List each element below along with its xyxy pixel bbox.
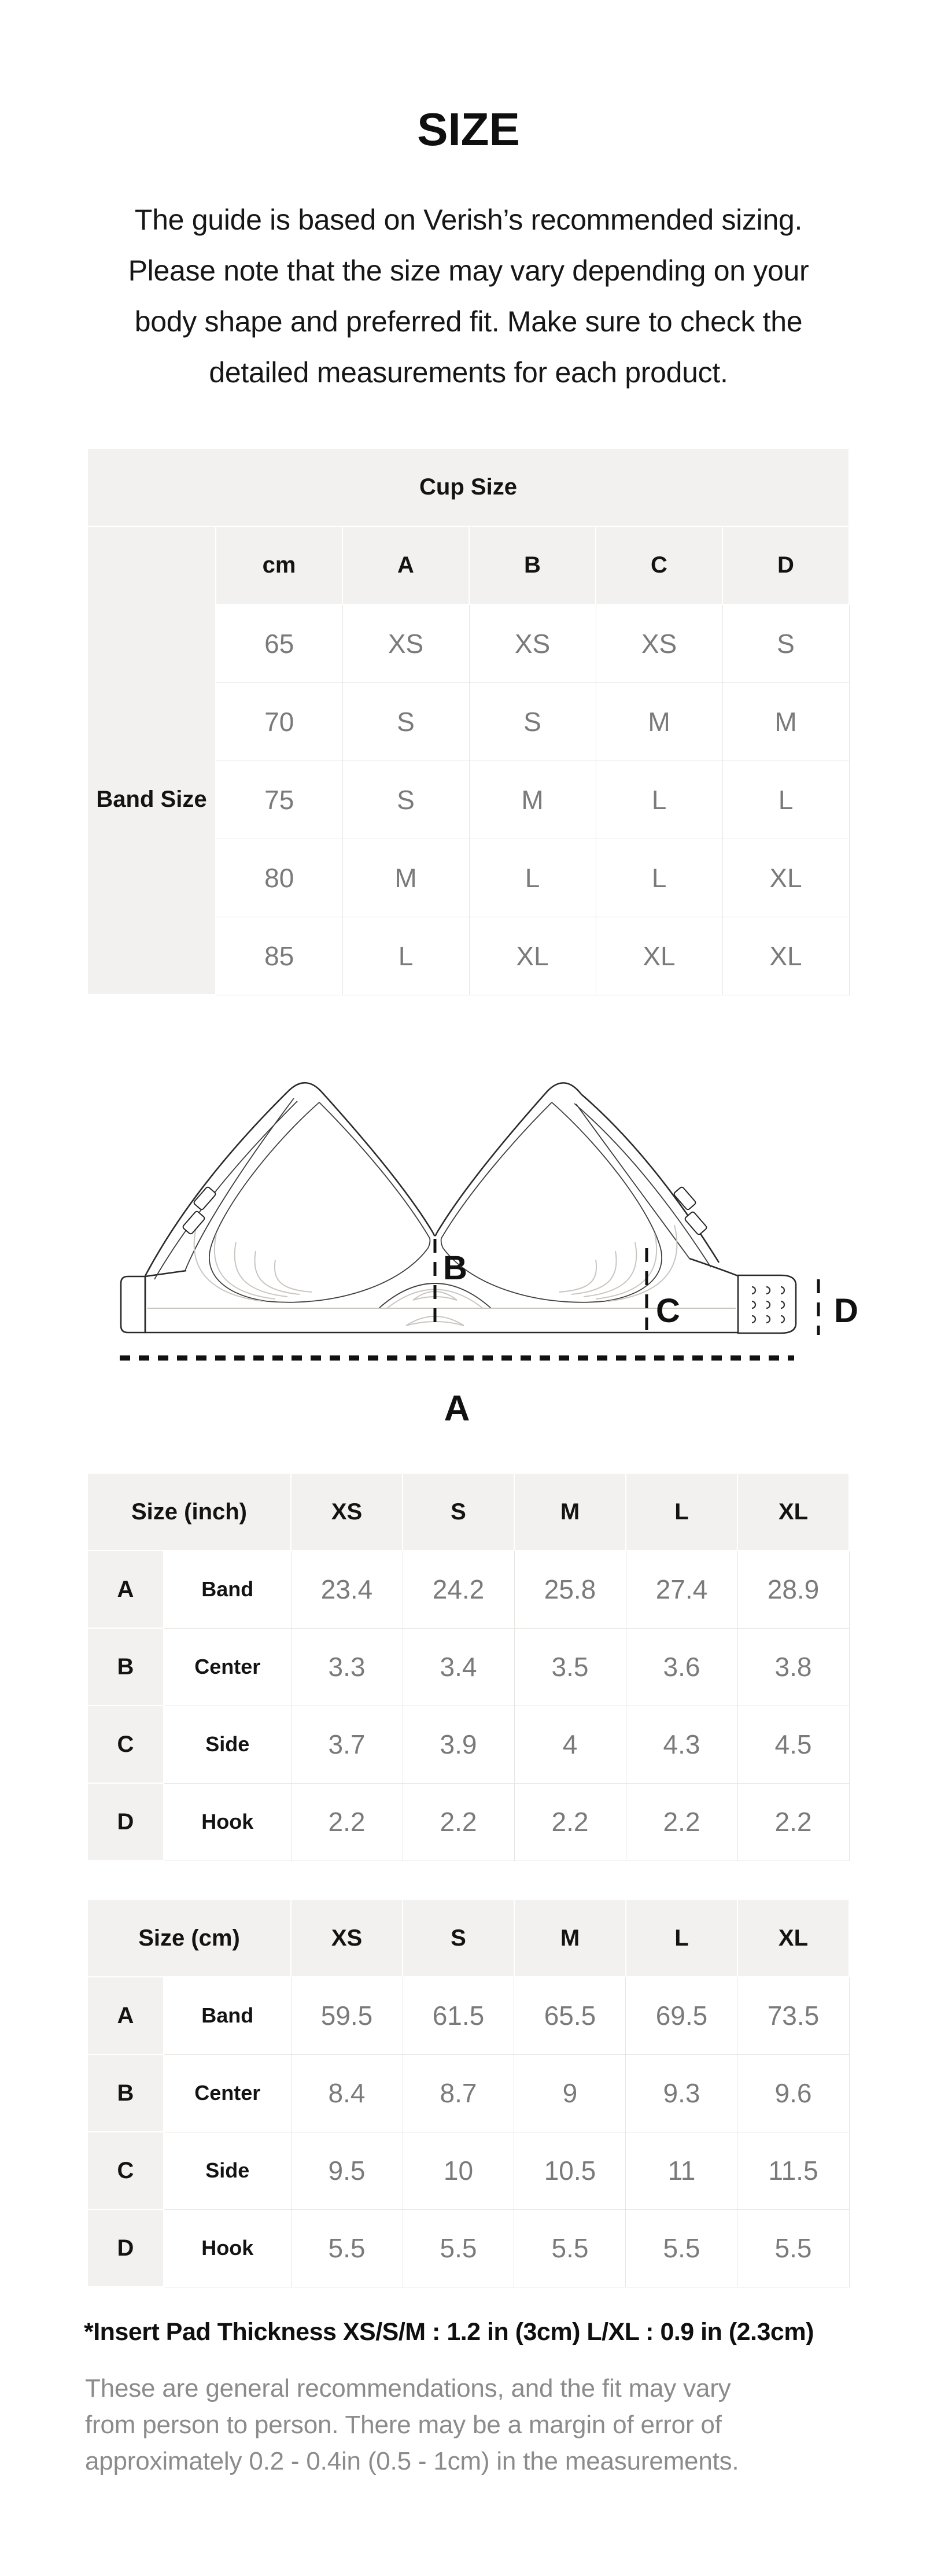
table-row xyxy=(87,2209,849,2287)
band-size-label-text: Band Size xyxy=(96,787,207,812)
table-row xyxy=(87,1473,849,1551)
intro-line: body shape and preferred fit. Make sure to check the xyxy=(134,305,803,338)
column-header-xl: XL xyxy=(737,1899,849,1977)
value-cell: 59.5 xyxy=(291,1977,403,2054)
left-cup-seam xyxy=(209,1102,430,1302)
table-row xyxy=(87,448,849,526)
value-cell: 3.6 xyxy=(626,1628,737,1706)
band-value: 80 xyxy=(216,839,342,917)
row-label: Hook xyxy=(164,1783,291,1861)
value-cell: 11.5 xyxy=(737,2132,849,2209)
strap-adjuster xyxy=(193,1186,216,1211)
row-letter: A xyxy=(87,1977,164,2054)
value-cell: 11 xyxy=(626,2132,737,2209)
table-row xyxy=(87,526,849,604)
bra-outline xyxy=(121,1083,796,1333)
value-cell: 3.8 xyxy=(737,1628,849,1706)
size-cell: M xyxy=(469,761,596,839)
value-cell: 5.5 xyxy=(403,2209,514,2287)
size-cell: XL xyxy=(722,917,849,995)
table-row xyxy=(87,1783,849,1861)
value-cell: 3.7 xyxy=(291,1706,403,1783)
hook-panel xyxy=(738,1275,796,1333)
right-cup-edge xyxy=(437,1091,548,1233)
row-letter: B xyxy=(87,1628,164,1706)
label-a: A xyxy=(444,1389,470,1429)
intro-line: The guide is based on Verish’s recommended sizing. xyxy=(134,204,803,236)
disclaimer-line: These are general recommendations, and the fit may vary xyxy=(85,2374,731,2402)
size-cell: L xyxy=(722,761,849,839)
bra-illustration xyxy=(81,1076,879,1434)
size-cell: XL xyxy=(596,917,722,995)
size-cell: M xyxy=(722,682,849,761)
value-cell: 28.9 xyxy=(737,1551,849,1628)
row-letter: A xyxy=(87,1551,164,1628)
column-header-m: M xyxy=(514,1473,626,1551)
row-letter: D xyxy=(87,2209,164,2287)
value-cell: 9.5 xyxy=(291,2132,403,2209)
column-header-xl: XL xyxy=(737,1473,849,1551)
cup-size-table xyxy=(87,448,850,995)
value-cell: 9 xyxy=(514,2054,626,2132)
value-cell: 24.2 xyxy=(403,1551,514,1628)
row-letter: C xyxy=(87,2132,164,2209)
value-cell: 3.9 xyxy=(403,1706,514,1783)
size-inch-table xyxy=(87,1472,850,1861)
column-header-cm: cm xyxy=(216,526,342,604)
row-letter: C xyxy=(87,1706,164,1783)
value-cell: 61.5 xyxy=(403,1977,514,2054)
strap-adjusters xyxy=(182,1186,707,1235)
label-b: B xyxy=(443,1249,467,1287)
value-cell: 8.4 xyxy=(291,2054,403,2132)
size-cell: S xyxy=(342,682,469,761)
size-cm-table xyxy=(87,1899,850,2287)
table-row xyxy=(87,2054,849,2132)
strap-adjuster xyxy=(673,1186,696,1211)
right-strap xyxy=(581,1094,719,1263)
table-row xyxy=(87,1628,849,1706)
size-cell: XL xyxy=(722,839,849,917)
column-header-xs: XS xyxy=(291,1473,403,1551)
value-cell: 5.5 xyxy=(737,2209,849,2287)
left-cup-edge xyxy=(322,1093,433,1233)
value-cell: 3.4 xyxy=(403,1628,514,1706)
row-letter: B xyxy=(87,2054,164,2132)
row-label: Side xyxy=(164,1706,291,1783)
band-value: 70 xyxy=(216,682,342,761)
band-value: 75 xyxy=(216,761,342,839)
size-cell: L xyxy=(596,761,722,839)
column-header-s: S xyxy=(403,1899,514,1977)
column-header-cup-d: D xyxy=(722,526,849,604)
value-cell: 10.5 xyxy=(514,2132,626,2209)
intro-text xyxy=(0,194,937,398)
band-value: 85 xyxy=(216,917,342,995)
value-cell: 10 xyxy=(403,2132,514,2209)
column-header-m: M xyxy=(514,1899,626,1977)
value-cell: 23.4 xyxy=(291,1551,403,1628)
value-cell: 8.7 xyxy=(403,2054,514,2132)
value-cell: 5.5 xyxy=(514,2209,626,2287)
band-size-axis-label xyxy=(87,526,216,995)
table-row xyxy=(87,1977,849,2054)
column-header-xs: XS xyxy=(291,1899,403,1977)
bra-measurement-diagram xyxy=(81,1076,879,1434)
left-strap xyxy=(145,1091,289,1276)
value-cell: 25.8 xyxy=(514,1551,626,1628)
bra-seams xyxy=(154,1098,711,1308)
band-value: 65 xyxy=(216,604,342,682)
row-letter: D xyxy=(87,1783,164,1861)
label-c: C xyxy=(656,1292,680,1330)
disclaimer-line: from person to person. There may be a margin of error of xyxy=(85,2411,722,2439)
size-cell: XL xyxy=(469,917,596,995)
row-label: Band xyxy=(164,1551,291,1628)
table-row xyxy=(87,1899,849,1977)
band-left-tab xyxy=(121,1276,145,1333)
column-header-l: L xyxy=(626,1899,737,1977)
size-cell: L xyxy=(469,839,596,917)
row-label: Center xyxy=(164,1628,291,1706)
intro-line: Please note that the size may vary depending on your xyxy=(128,254,809,287)
size-cell: M xyxy=(596,682,722,761)
intro-line: detailed measurements for each product. xyxy=(209,356,728,389)
size-cell: XS xyxy=(342,604,469,682)
table-row xyxy=(87,1706,849,1783)
table-row xyxy=(87,1551,849,1628)
value-cell: 2.2 xyxy=(514,1783,626,1861)
value-cell: 27.4 xyxy=(626,1551,737,1628)
value-cell: 4.5 xyxy=(737,1706,849,1783)
value-cell: 5.5 xyxy=(626,2209,737,2287)
table-row xyxy=(87,2132,849,2209)
row-label: Side xyxy=(164,2132,291,2209)
size-cell: L xyxy=(342,917,469,995)
value-cell: 2.2 xyxy=(291,1783,403,1861)
value-cell: 2.2 xyxy=(403,1783,514,1861)
value-cell: 3.5 xyxy=(514,1628,626,1706)
size-cell: XS xyxy=(469,604,596,682)
size-cell: S xyxy=(722,604,849,682)
size-cell: M xyxy=(342,839,469,917)
value-cell: 4 xyxy=(514,1706,626,1783)
value-cell: 65.5 xyxy=(514,1977,626,2054)
size-cell: S xyxy=(342,761,469,839)
value-cell: 9.6 xyxy=(737,2054,849,2132)
row-label: Band xyxy=(164,1977,291,2054)
right-cup-seam xyxy=(441,1102,662,1302)
column-header-cup-b: B xyxy=(469,526,596,604)
column-header-cup-a: A xyxy=(342,526,469,604)
column-header-cup-c: C xyxy=(596,526,722,604)
insert-pad-footnote: *Insert Pad Thickness XS/S/M : 1.2 in (3cm) L/XL : 0.9 in (2.3cm) xyxy=(84,2318,814,2346)
value-cell: 69.5 xyxy=(626,1977,737,2054)
hook-eyes xyxy=(752,1287,784,1323)
disclaimer-line: approximately 0.2 - 0.4in (0.5 - 1cm) in the measurements. xyxy=(85,2447,739,2475)
page-title: SIZE xyxy=(417,104,520,155)
row-label: Center xyxy=(164,2054,291,2132)
value-cell: 73.5 xyxy=(737,1977,849,2054)
disclaimer-text xyxy=(85,2370,837,2479)
cm-table-header: Size (cm) xyxy=(87,1899,291,1977)
value-cell: 3.3 xyxy=(291,1628,403,1706)
size-cell: XS xyxy=(596,604,722,682)
value-cell: 2.2 xyxy=(626,1783,737,1861)
size-cell: L xyxy=(596,839,722,917)
column-header-l: L xyxy=(626,1473,737,1551)
value-cell: 5.5 xyxy=(291,2209,403,2287)
value-cell: 9.3 xyxy=(626,2054,737,2132)
label-d: D xyxy=(834,1292,858,1330)
size-cell: S xyxy=(469,682,596,761)
inch-table-header: Size (inch) xyxy=(87,1473,291,1551)
cup-size-header: Cup Size xyxy=(87,448,849,526)
row-label: Hook xyxy=(164,2209,291,2287)
column-header-s: S xyxy=(403,1473,514,1551)
value-cell: 2.2 xyxy=(737,1783,849,1861)
value-cell: 4.3 xyxy=(626,1706,737,1783)
